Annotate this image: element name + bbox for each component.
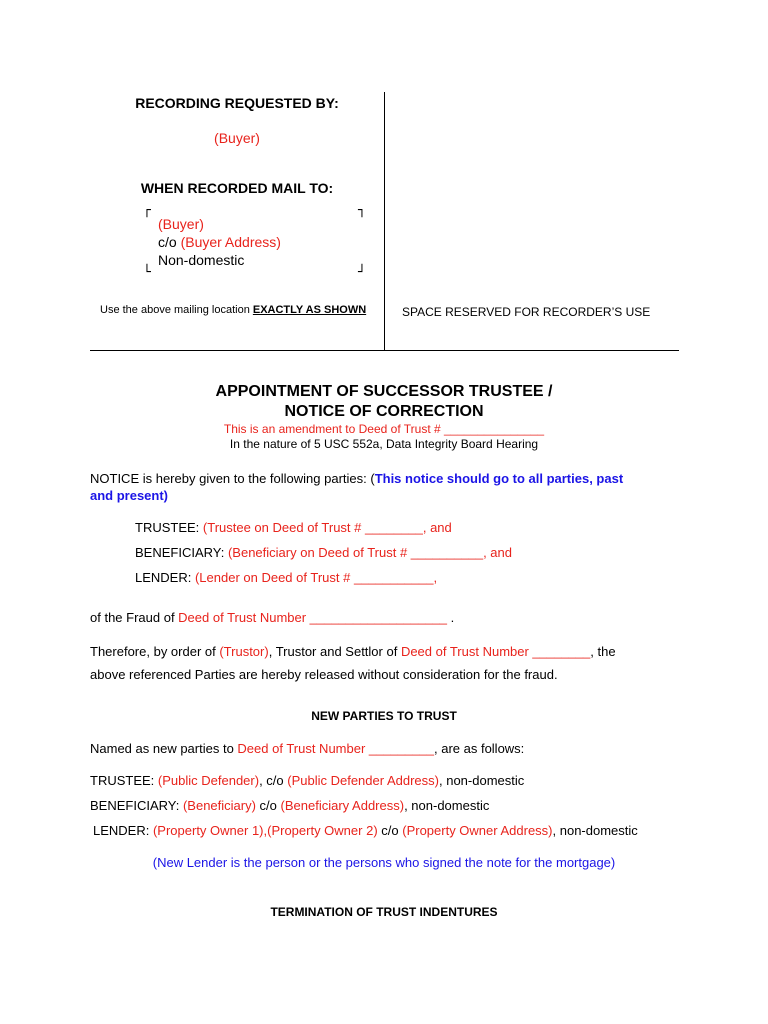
notice-beneficiary-value: (Beneficiary on Deed of Trust # __________, and [227,545,512,560]
new-parties-intro-prefix: Named as new parties to [90,741,238,756]
new-beneficiary-end: , non-domestic [404,798,490,813]
therefore-line1 [90,644,679,659]
fraud-line [90,610,454,625]
therefore-line2: above referenced Parties are hereby released without consideration for the fraud. [90,667,558,682]
mail-to-name: (Buyer) [158,216,204,232]
new-lender-address: (Property Owner Address) [402,823,553,838]
mail-to-line3: Non-domestic [158,252,245,268]
therefore-part3: , the [590,644,616,659]
new-beneficiary-line [90,798,489,813]
notice-trustee-line [135,520,452,535]
mail-co-value: (Buyer Address) [180,234,281,250]
new-trustee-end: , non-domestic [439,773,525,788]
new-parties-heading: NEW PARTIES TO TRUST [311,709,457,723]
mailing-note-emphasis: EXACTLY AS SHOWN [252,304,367,316]
mailing-note [100,304,366,317]
termination-heading: TERMINATION OF TRUST INDENTURES [270,905,498,919]
new-beneficiary-address: (Beneficiary Address) [280,798,405,813]
therefore-part1: Therefore, by order of [90,644,220,659]
notice-prefix: NOTICE is hereby given to the following parties: ( [90,471,375,486]
notice-beneficiary-label: BENEFICIARY: [135,545,228,560]
new-parties-intro-deed: Deed of Trust Number _________ [237,741,434,756]
new-beneficiary-label: BENEFICIARY: [90,798,183,813]
new-lender-co: c/o [377,823,403,838]
corner-top-left-icon: ┌ [143,203,151,218]
fraud-suffix: . [447,610,455,625]
recording-requested-by-label: RECORDING REQUESTED BY: [135,95,339,111]
mail-co-prefix: c/o [158,234,181,250]
new-lender-end: , non-domestic [552,823,638,838]
fraud-prefix: of the Fraud of [90,610,179,625]
corner-top-right-icon: ┐ [358,203,366,218]
document-title-line1: APPOINTMENT OF SUCCESSOR TRUSTEE / [215,383,553,400]
new-trustee-address: (Public Defender Address) [287,773,439,788]
new-trustee-name: (Public Defender) [157,773,260,788]
fraud-deed-value: Deed of Trust Number ___________________ [178,610,448,625]
notice-beneficiary-line [135,545,512,560]
document-title-line2: NOTICE OF CORRECTION [284,403,484,420]
when-recorded-mail-to-label: WHEN RECORDED MAIL TO: [140,180,334,196]
amendment-line: This is an amendment to Deed of Trust # _______________ [223,422,545,436]
notice-lender-value: (Lender on Deed of Trust # ___________, [194,570,438,585]
new-lender-names: (Property Owner 1),(Property Owner 2) [152,823,378,838]
new-lender-line [93,823,638,838]
recorder-space-label: SPACE RESERVED FOR RECORDER’S USE [402,305,651,319]
notice-paragraph [90,471,680,486]
notice-trustee-label: TRUSTEE: [135,520,203,535]
mailing-note-text: Use the above mailing location [100,304,253,316]
new-trustee-label: TRUSTEE: [90,773,158,788]
notice-highlight-line2: and present) [90,488,169,503]
corner-bottom-right-icon: ┘ [358,265,366,280]
new-beneficiary-co: c/o [255,798,281,813]
new-lender-note: (New Lender is the person or the persons who signed the note for the mortgage) [152,855,616,870]
notice-trustee-value: (Trustee on Deed of Trust # ________, and [202,520,452,535]
new-parties-intro-suffix: , are as follows: [433,741,525,756]
therefore-deed: Deed of Trust Number ________ [400,644,591,659]
therefore-part2: , Trustor and Settlor of [268,644,401,659]
header-divider-horizontal [90,350,679,351]
mail-to-address-line [158,234,281,250]
notice-lender-line [135,570,437,585]
new-trustee-line [90,773,524,788]
notice-lender-label: LENDER: [135,570,195,585]
corner-bottom-left-icon: └ [143,265,151,280]
notice-highlight-line1: This notice should go to all parties, past [374,471,624,486]
requested-by-value: (Buyer) [214,130,260,146]
new-lender-label: LENDER: [93,823,153,838]
new-trustee-co: , c/o [259,773,288,788]
nature-line: In the nature of 5 USC 552a, Data Integrity Board Hearing [229,437,539,451]
new-parties-intro [90,741,524,756]
header-divider-vertical [384,92,385,350]
therefore-trustor: (Trustor) [219,644,269,659]
new-beneficiary-name: (Beneficiary) [182,798,256,813]
